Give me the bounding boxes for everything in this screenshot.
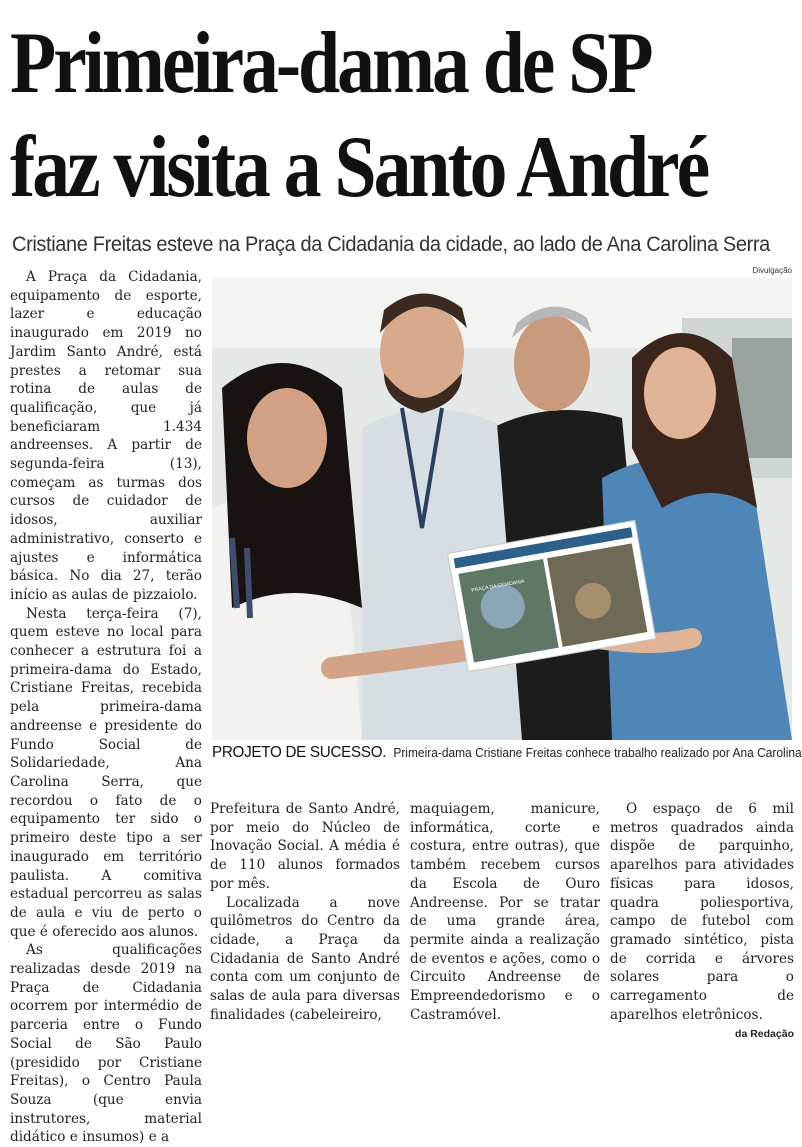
headline-line-2: faz visita a Santo André <box>10 119 708 216</box>
subheadline: Cristiane Freitas esteve na Praça da Cidadania da cidade, ao lado de Ana Carolina Serra <box>12 232 770 256</box>
article-column-3 <box>410 800 600 1024</box>
paragraph: Nesta terça-feira (7), quem esteve no local para conhecer a estrutura foi a primeira-dama do Estado, Cristiane Freitas, recebida pela primeira-dama andreense e presidente do Fundo Social de Solidariedade, Ana Carolina Serra, que recordou o fato de o equipamento ter sido o primeiro deste tipo a ser inaugurado em território paulista. A comitiva estadual percorreu as salas de aula e viu de perto o que é oferecido aos alunos. <box>10 605 202 940</box>
paragraph: A Praça da Cidadania, equipamento de esporte, lazer e educação inaugurado em 2019 no Jardim Santo André, está prestes a retomar sua rotina de aulas de qualificação, que já beneficiaram 1.434 andreenses. A partir de segunda-feira (13), começam as turmas dos cursos de cuidador de idosos, auxiliar administrativo, conserto e ajustes e informática básica. No dia 27, terão início as aulas de pizzaiolo. <box>10 269 202 603</box>
caption-text: Primeira-dama Cristiane Freitas conhece trabalho realizado por Ana Carolina <box>393 746 802 760</box>
news-photo <box>212 278 792 740</box>
photo-illustration <box>212 278 792 740</box>
article-column-1 <box>10 268 202 1147</box>
paragraph: As qualificações realizadas desde 2019 na Praça de Cidadania ocorrem por intermédio de parceria entre o Fundo Social de São Paulo (presidido por Cristiane Freitas), o Centro Paula Souza (que envia instrutores, material didático e insumos) e a <box>10 942 202 1146</box>
paragraph: Prefeitura de Santo André, por meio do Núcleo de Inovação Social. A média é de 110 alunos formados por mês. <box>210 801 400 892</box>
paragraph: maquiagem, manicure, informática, corte e costura, entre outras), que também recebem cursos da Escola de Ouro Andreense. Por se tratar de uma grande área, permite ainda a realização de eventos e ações, como o Circuito Andreense de Empreendedorismo e o Castramóvel. <box>410 801 600 1023</box>
byline: da Redação <box>735 1028 794 1041</box>
byline-paragraph <box>610 1024 794 1044</box>
caption-heading: PROJETO DE SUCESSO. <box>212 744 387 761</box>
document-label: PRAÇA DA CIDADANIA <box>471 578 525 594</box>
paragraph: O espaço de 6 mil metros quadrados ainda dispõe de parquinho, aparelhos para atividades físicas para idosos, quadra poliesportiva, campo de futebol com gramado sintético, pista de corrida e árvores solares para o carregamento de aparelhos eletrônicos. <box>610 801 794 1023</box>
article-column-4 <box>610 800 794 1044</box>
headline <box>10 12 708 220</box>
headline-line-1: Primeira-dama de SP <box>10 15 651 112</box>
photo-credit: Divulgação <box>752 266 792 275</box>
photo-caption <box>212 744 802 762</box>
article-column-2 <box>210 800 400 1024</box>
paragraph: Localizada a nove quilômetros do Centro da cidade, a Praça da Cidadania de Santo André conta com um conjunto de salas de aula para diversas finalidades (cabeleireiro, <box>210 894 400 1023</box>
